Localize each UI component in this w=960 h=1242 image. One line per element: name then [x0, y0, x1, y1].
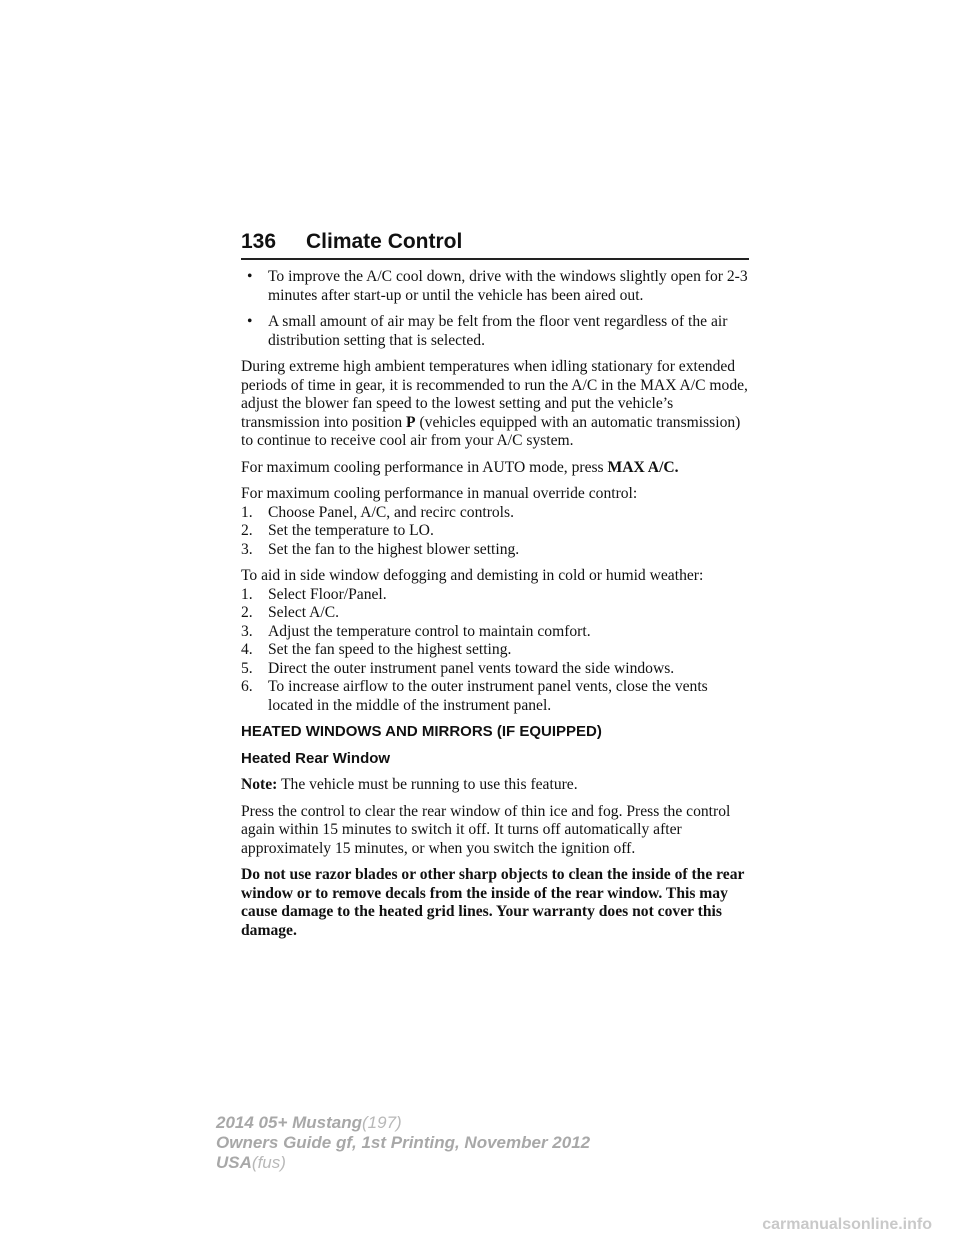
defog-list: [241, 567, 749, 715]
watermark: carmanualsonline.info: [762, 1216, 932, 1233]
list-intro: For maximum cooling performance in manual override control:: [241, 485, 638, 502]
warning-paragraph: Do not use razor blades or other sharp objects to clean the inside of the rear window or to remove decals from the inside of the rear window. This may cause damage to the heated grid lines. Your warranty does not cover this damage.: [241, 866, 745, 939]
list-item: 4. Set the fan speed to the highest setting.: [241, 641, 512, 658]
list-item: 1. Choose Panel, A/C, and recirc controls.: [241, 503, 514, 521]
page-body: [241, 268, 749, 948]
list-item: 3. Adjust the temperature control to maintain comfort.: [241, 622, 591, 640]
list-item: 6. To increase airflow to the outer instrument panel vents, close the vents located in the middle of the instrument panel.: [241, 678, 708, 714]
subsection-heading: Heated Rear Window: [241, 749, 391, 767]
paragraph-extreme-temperatures: During extreme high ambient temperatures when idling stationary for extended periods of time in gear, it is recommended to run the A/C in the MAX A/C mode, adjust the blower fan speed to the lowest setting and put the vehicle’s transmission into position P (vehicles equipped with an automatic transmission) to continue to receive cool air from your A/C system.: [241, 358, 748, 449]
document-footer: [216, 1113, 590, 1173]
note-paragraph: Note: The vehicle must be running to use this feature.: [241, 776, 578, 793]
list-item: 2. Select A/C.: [241, 604, 340, 621]
paragraph-auto-mode: For maximum cooling performance in AUTO mode, press MAX A/C.: [241, 458, 679, 476]
bullet-dot: •: [247, 313, 253, 330]
footer-line-3: USA(fus): [216, 1153, 286, 1172]
footer-line-1: 2014 05+ Mustang(197): [216, 1113, 402, 1132]
bullet-dot: •: [247, 268, 253, 285]
list-item: 2. Set the temperature to LO.: [241, 522, 434, 539]
bullet-item: [241, 268, 749, 305]
header-rule: [241, 258, 749, 260]
list-intro: To aid in side window defogging and demisting in cold or humid weather:: [241, 567, 704, 584]
bullet-text: To improve the A/C cool down, drive with the windows slightly open for 2-3 minutes after start-up or until the vehicle has been aired out.: [268, 268, 748, 304]
bullet-text: A small amount of air may be felt from the floor vent regardless of the air distribution setting that is selected.: [268, 313, 728, 349]
note-label: Note:: [241, 776, 278, 793]
paragraph-press-control: Press the control to clear the rear window of thin ice and fog. Press the control again within 15 minutes to switch it off. It turns off automatically after approximately 15 minutes, or when you switch the ignition off.: [241, 802, 731, 857]
manual-override-list: [241, 485, 749, 559]
list-item: 1. Select Floor/Panel.: [241, 585, 387, 603]
list-item: 5. Direct the outer instrument panel vents toward the side windows.: [241, 659, 675, 677]
chapter-title: Climate Control: [306, 230, 463, 253]
page-number: 136: [241, 230, 277, 253]
footer-line-2: Owners Guide gf, 1st Printing, November 2012: [216, 1133, 591, 1152]
page-header: [241, 226, 749, 262]
list-item: 3. Set the fan to the highest blower setting.: [241, 540, 520, 558]
bullet-item: [241, 313, 749, 350]
section-heading: HEATED WINDOWS AND MIRRORS (IF EQUIPPED): [241, 723, 602, 740]
